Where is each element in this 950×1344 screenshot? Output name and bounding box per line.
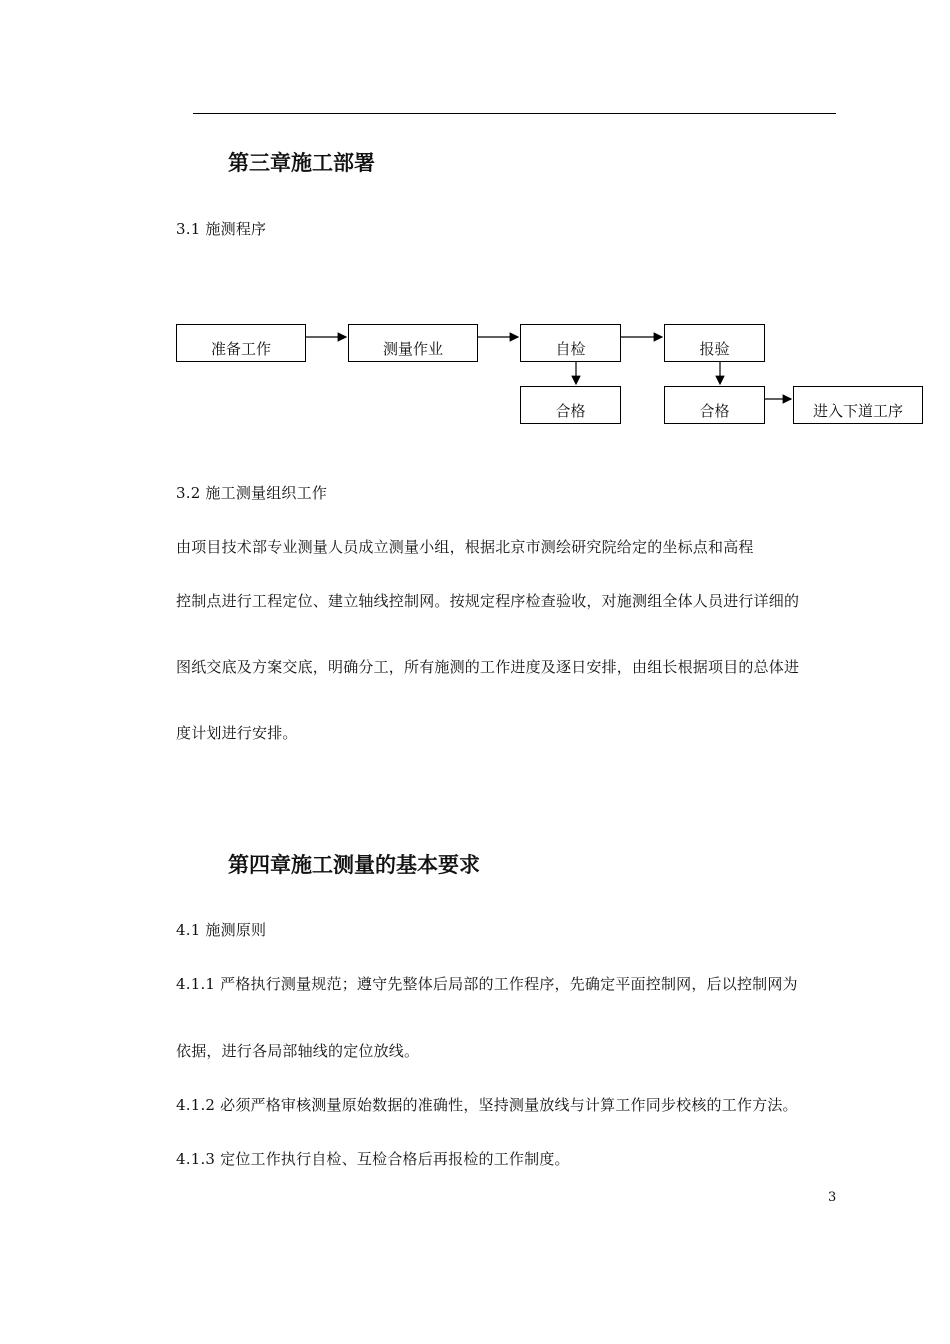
flow-box-pass-2: 合格 [664, 386, 765, 424]
flow-box-next: 进入下道工序 [793, 386, 923, 424]
flow-box-pass-1: 合格 [520, 386, 621, 424]
chapter-4-title: 第四章施工测量的基本要求 [228, 853, 480, 877]
paragraph-line-2: 控制点进行工程定位、建立轴线控制网。按规定程序检查验收，对施测组全体人员进行详细的 [176, 592, 800, 610]
flow-box-report: 报验 [664, 324, 765, 362]
section-3-2-heading: 3.2 施工测量组织工作 [176, 484, 328, 502]
flow-box-measure: 测量作业 [348, 324, 478, 362]
item-4-1-1-line-2: 依据，进行各局部轴线的定位放线。 [176, 1042, 420, 1060]
item-4-1-2: 4.1.2 必须严格审核测量原始数据的准确性，坚持测量放线与计算工作同步校核的工作方法。 [176, 1096, 798, 1114]
paragraph-line-1: 由项目技术部专业测量人员成立测量小组，根据北京市测绘研究院给定的坐标点和高程 [176, 538, 754, 556]
section-4-1-heading: 4.1 施测原则 [176, 921, 267, 939]
flow-box-selfcheck: 自检 [520, 324, 621, 362]
item-4-1-3: 4.1.3 定位工作执行自检、互检合格后再报检的工作制度。 [176, 1150, 570, 1168]
section-3-1-heading: 3.1 施测程序 [176, 220, 267, 238]
paragraph-line-3: 图纸交底及方案交底，明确分工，所有施测的工作进度及逐日安排，由组长根据项目的总体进 [176, 658, 800, 676]
flow-box-prep: 准备工作 [176, 324, 306, 362]
item-4-1-1-line-1: 4.1.1 严格执行测量规范；遵守先整体后局部的工作程序，先确定平面控制网，后以控制网为 [176, 975, 798, 993]
paragraph-line-4: 度计划进行安排。 [176, 724, 298, 742]
page-number: 3 [828, 1190, 837, 1205]
chapter-3-title: 第三章施工部署 [228, 151, 375, 175]
